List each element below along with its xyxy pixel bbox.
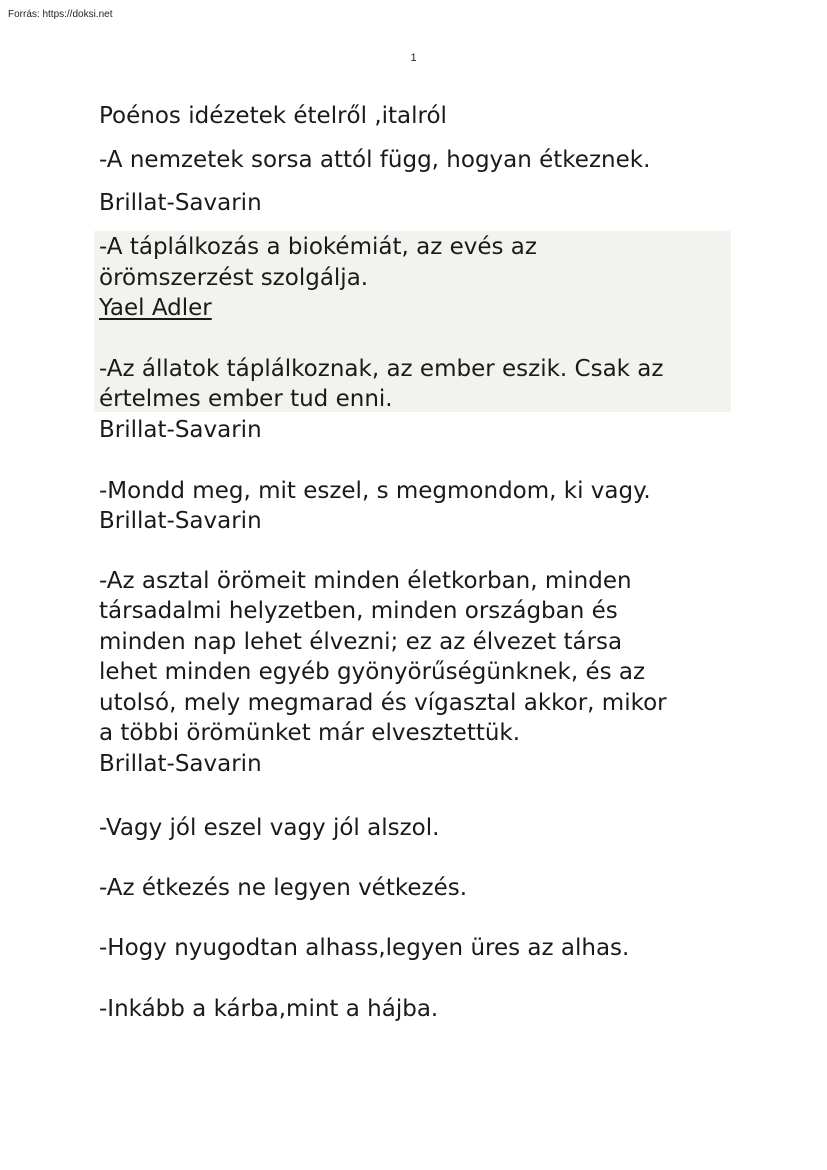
- quote-line: utolsó, mely megmarad és vígasztal akkor, mikor: [99, 690, 667, 716]
- quote-author: Brillat-Savarin: [99, 751, 262, 777]
- quote-line: lehet minden egyéb gyönyörűségünknek, és az: [99, 659, 646, 685]
- quote-line: -Hogy nyugodtan alhass,legyen üres az alhas.: [99, 935, 630, 961]
- page-number: 1: [410, 52, 417, 64]
- quote-line: -Az étkezés ne legyen vétkezés.: [99, 875, 468, 901]
- quote-line: -Az asztal örömeit minden életkorban, minden: [99, 568, 632, 594]
- quote-line: -Az állatok táplálkoznak, az ember eszik. Csak az: [99, 356, 664, 382]
- quote-author-link[interactable]: Yael Adler: [99, 295, 212, 321]
- quote-line: -Mondd meg, mit eszel, s megmondom, ki vagy.: [99, 478, 651, 504]
- quote-line: -A nemzetek sorsa attól függ, hogyan étkeznek.: [99, 147, 651, 173]
- quote-line: minden nap lehet élvezni; ez az élvezet társa: [99, 629, 623, 655]
- quote-author: Brillat-Savarin: [99, 417, 262, 443]
- quote-line: értelmes ember tud enni.: [99, 386, 393, 412]
- quote-line: örömszerzést szolgálja.: [99, 265, 369, 291]
- quote-line: -A táplálkozás a biokémiát, az evés az: [99, 234, 537, 260]
- quote-line: a többi örömünket már elvesztettük.: [99, 720, 521, 746]
- document-title: Poénos idézetek ételről ,italról: [99, 103, 447, 129]
- quote-author: Brillat-Savarin: [99, 190, 262, 216]
- quote-author: Brillat-Savarin: [99, 508, 262, 534]
- quote-line: -Inkább a kárba,mint a hájba.: [99, 996, 439, 1022]
- quote-line: -Vagy jól eszel vagy jól alszol.: [99, 815, 440, 841]
- source-note: Forrás: https://doksi.net: [8, 9, 113, 20]
- quote-line: társadalmi helyzetben, minden országban és: [99, 598, 618, 624]
